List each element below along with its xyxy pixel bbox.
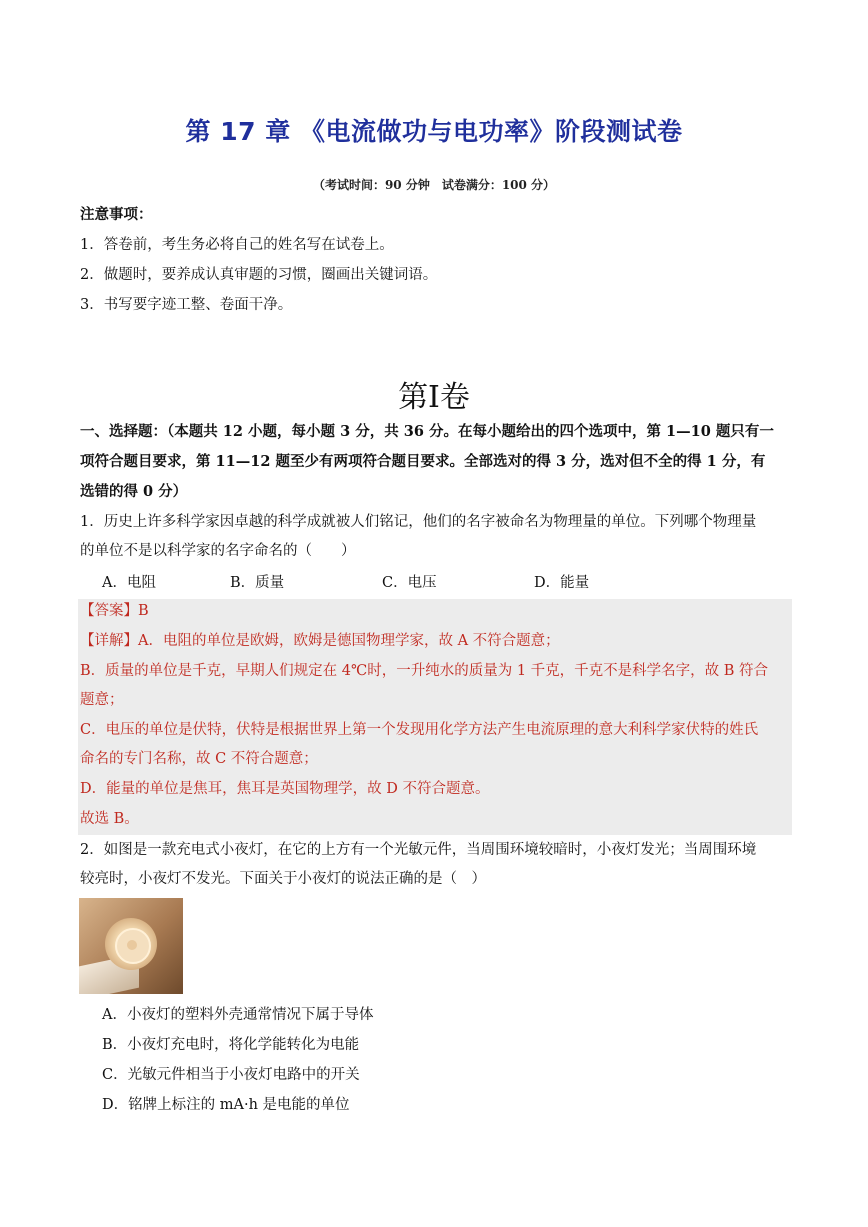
question-1-stem: 1．历史上许多科学家因卓越的科学成就被人们铭记，他们的名字被命名为物理量的单位。下列哪个物理量 bbox=[80, 514, 757, 530]
detail-line: B．质量的单位是千克，早期人们规定在 4℃时，一升纯水的质量为 1 千克，千克不是科学名字，故 B 符合 bbox=[80, 663, 769, 679]
q2-option-d: D．铭牌上标注的 mA·h 是电能的单位 bbox=[102, 1097, 350, 1113]
exam-info: （考试时间：90 分钟 试卷满分：100 分） bbox=[312, 178, 556, 192]
detail-label: 【详解】 bbox=[80, 633, 138, 649]
detail-line: 题意； bbox=[80, 692, 124, 708]
night-light-photo bbox=[79, 898, 183, 994]
section-instructions: 一、选择题：（本题共 12 小题，每小题 3 分，共 36 分。在每小题给出的四个选项中，第 1—10 题只有一 bbox=[80, 423, 774, 440]
detail-line: 命名的专门名称，故 C 不符合题意； bbox=[80, 751, 318, 767]
volume-title: 第I卷 bbox=[398, 380, 470, 415]
detail-text: A．电阻的单位是欧姆，欧姆是德国物理学家，故 A 不符合题意； bbox=[138, 633, 560, 649]
q1-option-d: D．能量 bbox=[534, 575, 590, 591]
q1-option-a: A．电阻 bbox=[102, 575, 156, 591]
answer-line bbox=[80, 601, 792, 621]
q1-option-b: B．质量 bbox=[230, 575, 285, 591]
notice-item: 3．书写要字迹工整、卷面干净。 bbox=[80, 297, 293, 313]
detail-line: C．电压的单位是伏特，伏特是根据世界上第一个发现用化学方法产生电流原理的意大利科学家伏特的姓氏 bbox=[80, 722, 759, 738]
section-instructions: 项符合题目要求，第 11—12 题至少有两项符合题目要求。全部选对的得 3 分，选对但不全的得 1 分，有 bbox=[80, 453, 766, 470]
question-1-stem: 的单位不是以科学家的名字命名的（ ） bbox=[80, 543, 356, 559]
answer-conclusion: 故选 B。 bbox=[80, 811, 139, 827]
detail-line bbox=[80, 631, 792, 651]
sensor-dot bbox=[127, 940, 137, 950]
page-title: 第 17 章 《电流做功与电功率》阶段测试卷 bbox=[185, 117, 683, 146]
answer-value: B bbox=[138, 603, 149, 619]
q2-option-b: B．小夜灯充电时，将化学能转化为电能 bbox=[102, 1037, 360, 1053]
detail-line: D．能量的单位是焦耳，焦耳是英国物理学，故 D 不符合题意。 bbox=[80, 781, 490, 797]
question-2-stem: 较亮时，小夜灯不发光。下面关于小夜灯的说法正确的是（ ） bbox=[80, 871, 486, 887]
question-2-stem: 2．如图是一款充电式小夜灯，在它的上方有一个光敏元件，当周围环境较暗时，小夜灯发光；当周围环境 bbox=[80, 842, 757, 858]
answer-label: 【答案】 bbox=[80, 603, 138, 619]
notice-item: 1．答卷前，考生务必将自己的姓名写在试卷上。 bbox=[80, 237, 394, 253]
notice-item: 2．做题时，要养成认真审题的习惯，圈画出关键词语。 bbox=[80, 267, 438, 283]
q1-option-c: C．电压 bbox=[382, 575, 437, 591]
section-instructions: 选错的得 0 分） bbox=[80, 483, 188, 500]
q2-option-c: C．光敏元件相当于小夜灯电路中的开关 bbox=[102, 1067, 360, 1083]
q2-option-a: A．小夜灯的塑料外壳通常情况下属于导体 bbox=[102, 1007, 374, 1023]
notice-heading: 注意事项： bbox=[80, 206, 153, 223]
